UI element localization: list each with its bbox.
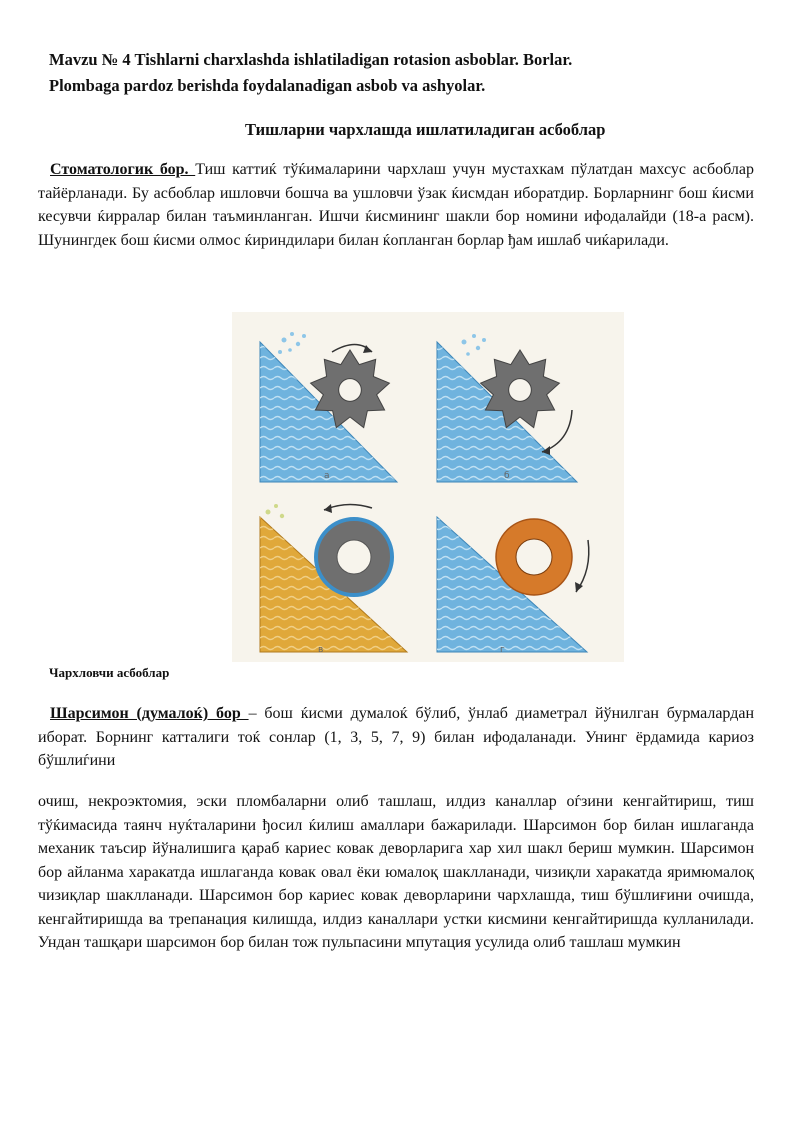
term-round-bur: Шарсимон (думалоќ) бор <box>50 705 249 722</box>
panel-a <box>260 332 397 482</box>
panel-c <box>260 504 407 655</box>
figure-illustration <box>232 312 624 662</box>
chips-icon <box>462 334 487 356</box>
figure-grinding-tools <box>232 312 624 662</box>
paragraph-text: очиш, некроэктомия, эски пломбаларни олиб ташлаш, илдиз каналлар оѓзини кенгайтириш, тиш тўќимасида таянч нуќталарини ђосил ќилиш амаллари бажарилади. Шарсимон бор билан ишлаганда механик таъсир йўналишига қараб кариес ковак деворларига хар хил шакл бериш мумкин. Шарсимон бор айланма харакатда ишлаганда ковак овал ёки юмалоқ шаклланади, чизиқли харакатда яримюмалоқ чизиқлар шаклланади. Шарсимон бор кариес ковак деворларини чархлашда, тиш бўшлиғини очишда, кенгайтиришда ва трепанация килишда, илдиз каналлари устки кисмини кенгайтиришда кулланилади. Ундан ташқари шарсимон бор билан тож пульпасини мпутация усулида олиб ташлаш мумкин <box>38 793 754 951</box>
paragraph-round-bur <box>38 702 754 773</box>
document-title <box>49 47 769 99</box>
paragraph-round-bur-usage <box>38 790 754 955</box>
panel-d <box>437 517 589 655</box>
title-line-1: Mavzu № 4 Tishlarni charxlashda ishlatiladigan rotasion asboblar. Borlar. <box>49 50 573 69</box>
paragraph-text: Тиш каттиќ тўќималарини чархлаш учун мустахкам пўлатдан махсус асбоблар тайёрланади. Бу асбоблар ишловчи бошча ва ушловчи ўзак ќисмдан иборатдир. Борларнинг бош ќисми кесувчи ќирралар билан таъминланган. Ишчи ќисмининг шакли бор номини ифодалайди (18-а расм). Шунингдек бош ќисми олмос ќириндилари билан ќопланган борлар ђам ишлаб чиќарилади. <box>38 161 754 249</box>
panel-label-d: г <box>500 645 505 655</box>
rotation-arrow-icon <box>542 410 572 452</box>
figure-caption: Чархловчи асбоблар <box>49 665 170 680</box>
panel-label-a: а <box>324 471 330 481</box>
title-line-2: Plombaga pardoz berishda foydalanadigan asbob va ashyolar. <box>49 76 486 95</box>
panel-label-b: б <box>504 471 510 481</box>
chips-icon <box>266 504 285 518</box>
section-subtitle: Тишларни чархлашда ишлатиладиган асбоблар <box>245 120 606 139</box>
term-dental-bur: Стоматологик бор. <box>50 161 196 178</box>
paragraph-dental-bur <box>38 158 754 252</box>
paragraph-text: – бош ќисми думалоќ бўлиб, ўнлаб диаметрал йўнилган бурмалардан иборат. Борнинг катталиги тоќ сонлар (1, 3, 5, 7, 9) билан ифодаланади. Унинг ёрдамида кариоз бўшлиѓини <box>38 705 755 769</box>
chips-icon <box>278 332 306 354</box>
panel-b <box>437 334 577 482</box>
panel-label-c: в <box>318 645 324 655</box>
